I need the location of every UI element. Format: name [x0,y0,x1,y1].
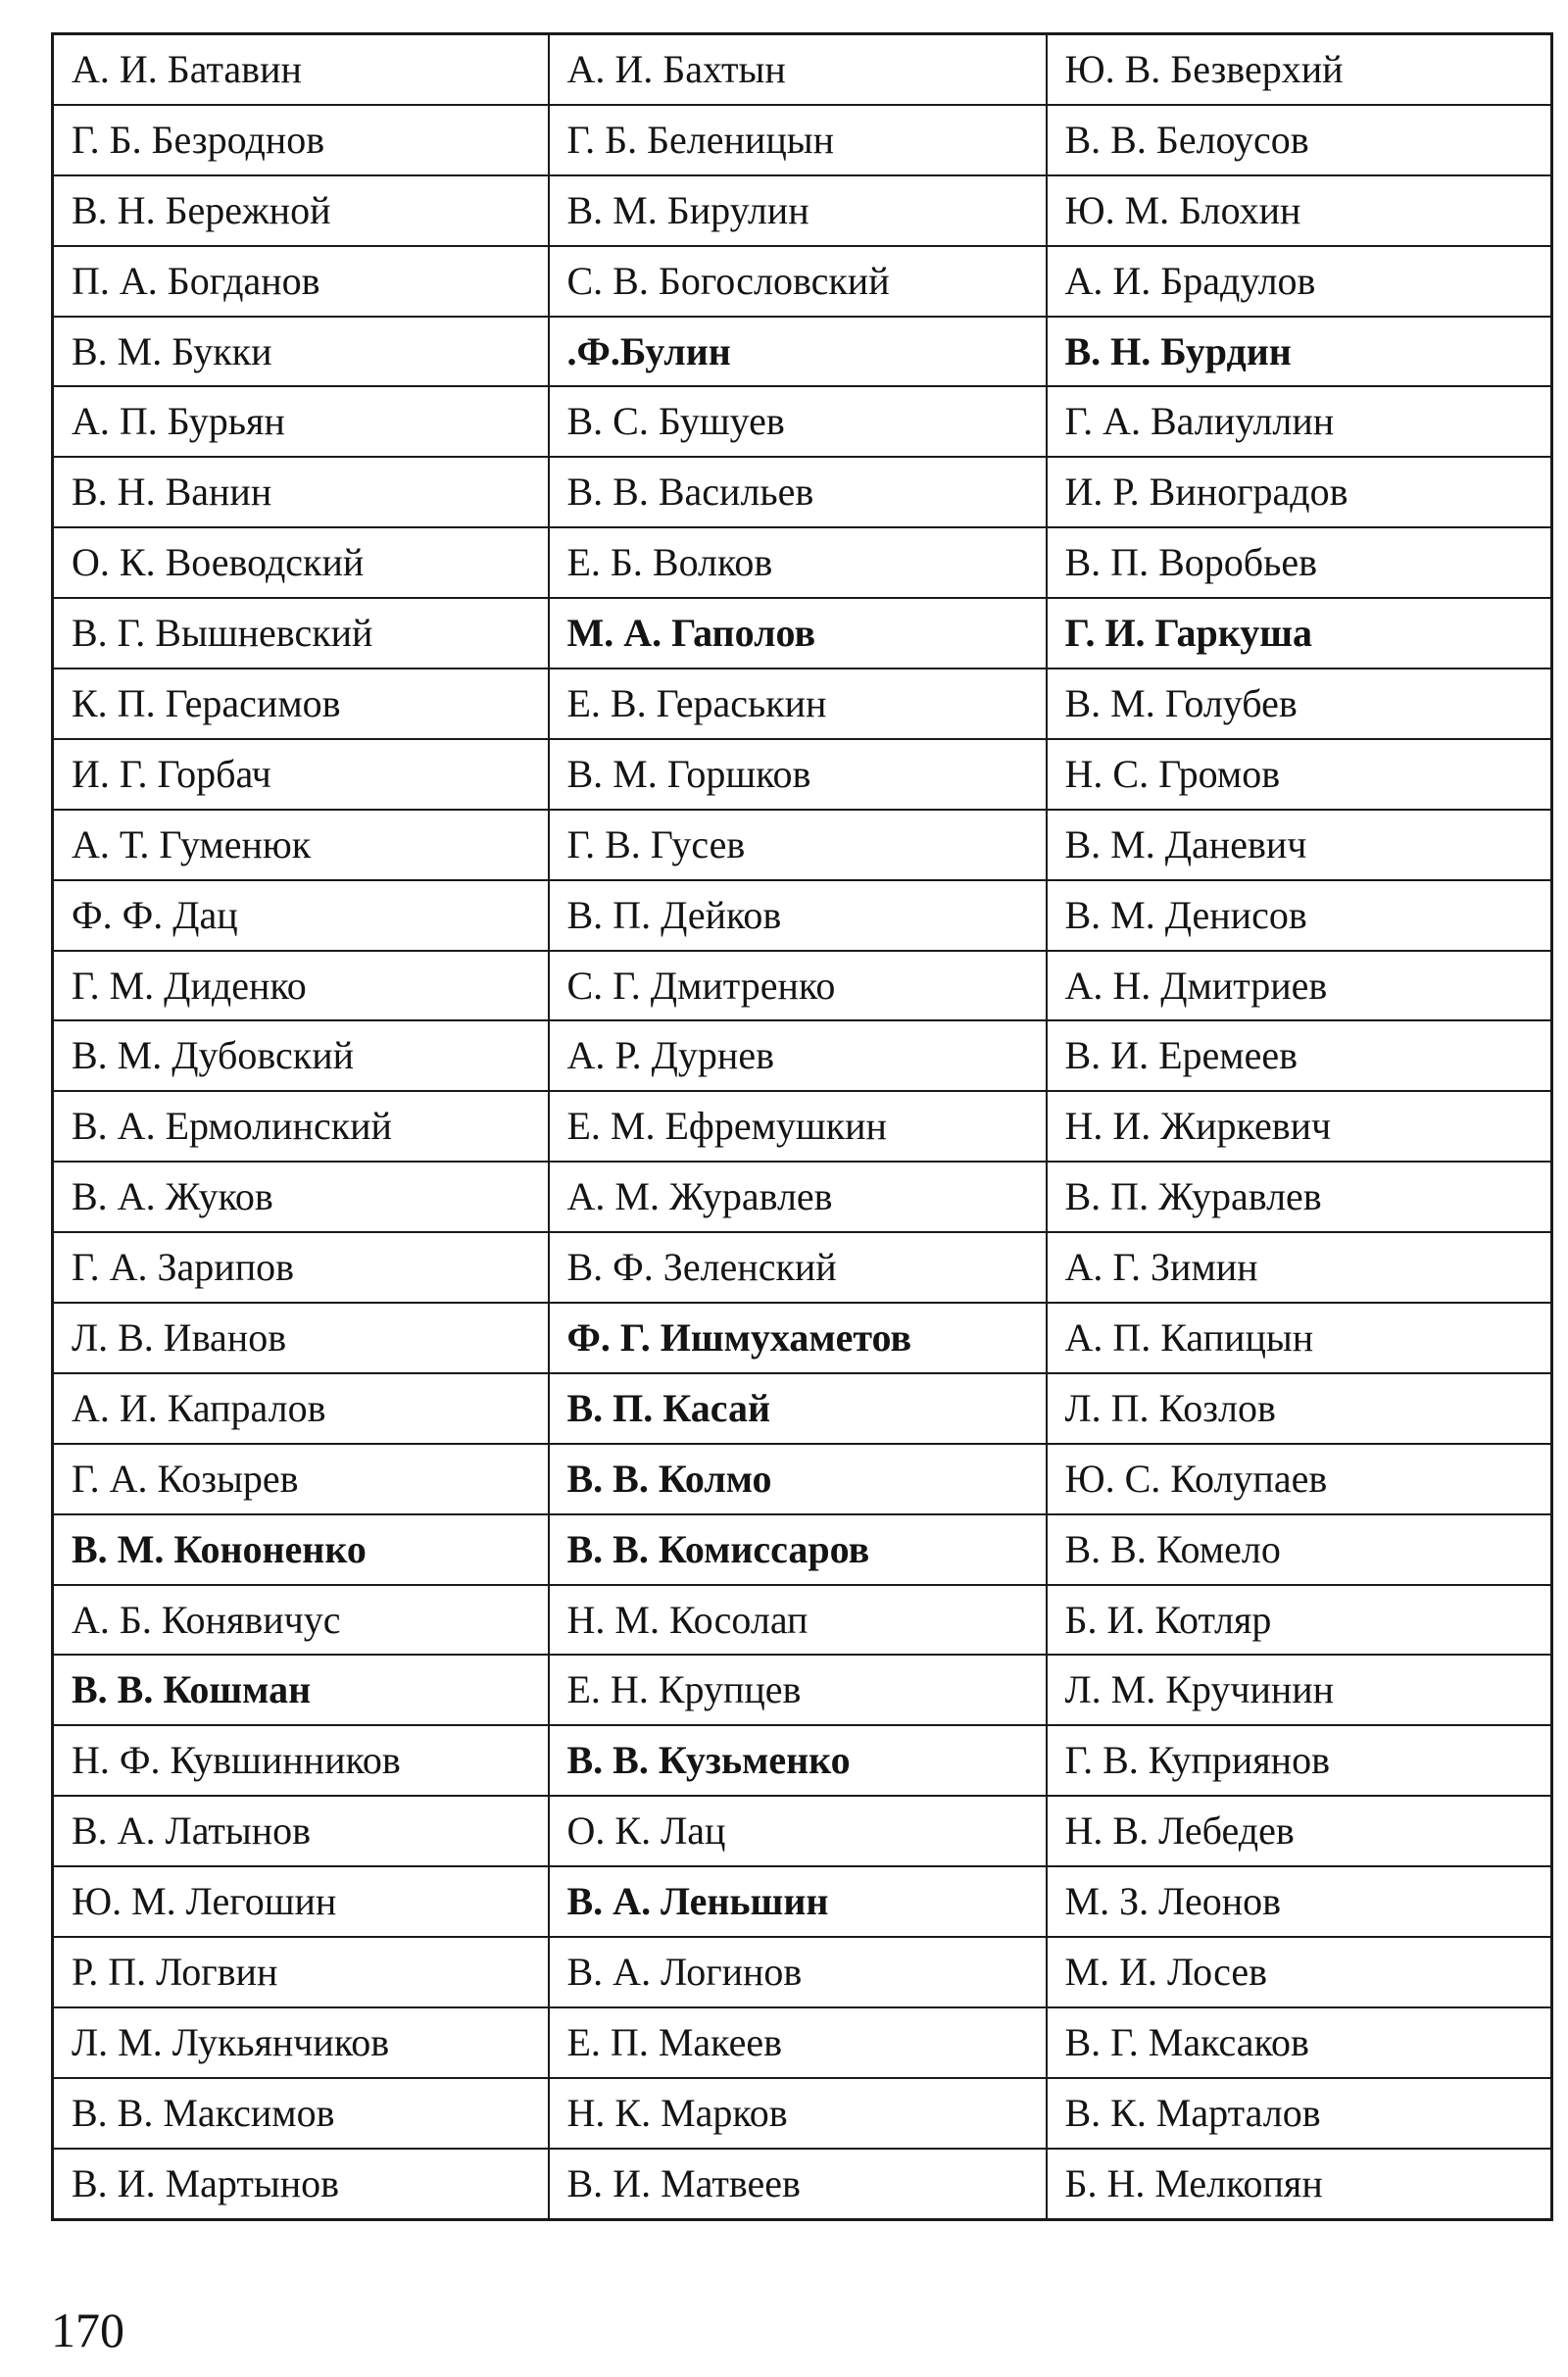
table-cell-name: А. И. Бахтын [549,34,1047,105]
table-row [53,34,1552,105]
table-row [53,386,1552,457]
table-cell-name: А. И. Батавин [53,34,549,105]
table-cell-name: Г. В. Куприянов [1047,1725,1552,1796]
table-row [53,1444,1552,1514]
table-row [53,880,1552,951]
table-cell-name: В. В. Комиссаров [549,1514,1047,1585]
table-row [53,1585,1552,1656]
table-row [53,175,1552,246]
table-row [53,1020,1552,1091]
table-row [53,457,1552,527]
table-row [53,1091,1552,1162]
table-cell-name: С. В. Богословский [549,246,1047,317]
table-cell-name: В. Н. Бережной [53,175,549,246]
table-cell-name: Л. М. Лукьянчиков [53,2007,549,2078]
table-cell-name: М. З. Леонов [1047,1866,1552,1937]
table-cell-name: С. Г. Дмитренко [549,951,1047,1021]
table-cell-name: А. И. Капралов [53,1373,549,1444]
table-cell-name: Н. К. Марков [549,2078,1047,2149]
table-cell-name: А. П. Бурьян [53,386,549,457]
table-cell-name: В. В. Васильев [549,457,1047,527]
table-cell-name: Г. Б. Беленицын [549,105,1047,175]
table-row [53,1866,1552,1937]
table-row [53,1514,1552,1585]
table-cell-name: Ю. М. Блохин [1047,175,1552,246]
table-cell-name: Г. А. Зарипов [53,1232,549,1303]
table-cell-name: Ф. Ф. Дац [53,880,549,951]
table-row [53,739,1552,810]
table-cell-name: Ф. Г. Ишмухаметов [549,1303,1047,1373]
table-row [53,1655,1552,1725]
table-cell-name: В. М. Даневич [1047,810,1552,880]
table-cell-name: В. В. Кошман [53,1655,549,1725]
table-cell-name: В. В. Кузьменко [549,1725,1047,1796]
table-cell-name: Н. С. Громов [1047,739,1552,810]
table-cell-name: В. А. Ермолинский [53,1091,549,1162]
table-row [53,2078,1552,2149]
table-cell-name: В. П. Касай [549,1373,1047,1444]
table-row [53,1232,1552,1303]
table-cell-name: Н. М. Косолап [549,1585,1047,1656]
table-cell-name: В. М. Бирулин [549,175,1047,246]
table-row [53,951,1552,1021]
table-cell-name: П. А. Богданов [53,246,549,317]
table-cell-name: А. Б. Конявичус [53,1585,549,1656]
table-cell-name: Н. В. Лебедев [1047,1796,1552,1866]
table-cell-name: А. Г. Зимин [1047,1232,1552,1303]
table-cell-name: Г. А. Валиуллин [1047,386,1552,457]
table-cell-name: А. Т. Гуменюк [53,810,549,880]
table-cell-name: Ю. С. Колупаев [1047,1444,1552,1514]
table-cell-name: Н. И. Жиркевич [1047,1091,1552,1162]
table-cell-name: В. А. Латынов [53,1796,549,1866]
table-cell-name: Е. Н. Крупцев [549,1655,1047,1725]
table-cell-name: Г. А. Козырев [53,1444,549,1514]
table-cell-name: М. А. Гаполов [549,598,1047,669]
table-cell-name: В. В. Колмо [549,1444,1047,1514]
table-cell-name: Г. В. Гусев [549,810,1047,880]
table-cell-name: В. В. Белоусов [1047,105,1552,175]
table-cell-name: Б. Н. Мелкопян [1047,2149,1552,2219]
table-cell-name: .Ф.Булин [549,317,1047,387]
table-row [53,2149,1552,2219]
table-cell-name: Б. И. Котляр [1047,1585,1552,1656]
table-cell-name: А. Н. Дмитриев [1047,951,1552,1021]
table-cell-name: В. В. Максимов [53,2078,549,2149]
table-cell-name: Е. Б. Волков [549,527,1047,598]
table-cell-name: И. Р. Виноградов [1047,457,1552,527]
table-row [53,1303,1552,1373]
table-cell-name: А. Р. Дурнев [549,1020,1047,1091]
table-cell-name: К. П. Герасимов [53,669,549,739]
table-cell-name: В. М. Голубев [1047,669,1552,739]
table-row [53,1373,1552,1444]
table-cell-name: В. М. Денисов [1047,880,1552,951]
table-cell-name: Е. В. Гераськин [549,669,1047,739]
table-row [53,1725,1552,1796]
table-cell-name: В. К. Марталов [1047,2078,1552,2149]
page-number: 170 [51,2303,124,2357]
table-row [53,2007,1552,2078]
table-cell-name: В. М. Дубовский [53,1020,549,1091]
table-cell-name: В. Г. Максаков [1047,2007,1552,2078]
table-cell-name: В. Н. Бурдин [1047,317,1552,387]
table-cell-name: Л. В. Иванов [53,1303,549,1373]
table-cell-name: А. М. Журавлев [549,1162,1047,1232]
table-cell-name: А. П. Капицын [1047,1303,1552,1373]
table-cell-name: В. А. Жуков [53,1162,549,1232]
table-row [53,1937,1552,2007]
table-cell-name: Г. Б. Безроднов [53,105,549,175]
table-cell-name: В. И. Мартынов [53,2149,549,2219]
table-cell-name: Ю. В. Безверхий [1047,34,1552,105]
table-cell-name: В. И. Еремеев [1047,1020,1552,1091]
table-cell-name: Ю. М. Легошин [53,1866,549,1937]
table-row [53,1796,1552,1866]
table-cell-name: В. Н. Ванин [53,457,549,527]
table-cell-name: В. П. Дейков [549,880,1047,951]
table-cell-name: Г. И. Гаркуша [1047,598,1552,669]
table-row [53,317,1552,387]
table-cell-name: В. А. Леньшин [549,1866,1047,1937]
table-cell-name: Е. П. Макеев [549,2007,1047,2078]
table-cell-name: В. И. Матвеев [549,2149,1047,2219]
names-table-body [53,34,1552,2220]
table-row [53,598,1552,669]
table-cell-name: Л. М. Кручинин [1047,1655,1552,1725]
table-cell-name: В. А. Логинов [549,1937,1047,2007]
table-cell-name: В. П. Воробьев [1047,527,1552,598]
table-cell-name: В. Ф. Зеленский [549,1232,1047,1303]
table-row [53,810,1552,880]
table-cell-name: Г. М. Диденко [53,951,549,1021]
table-row [53,669,1552,739]
table-cell-name: А. И. Брадулов [1047,246,1552,317]
table-cell-name: В. Г. Вышневский [53,598,549,669]
table-row [53,246,1552,317]
table-cell-name: В. В. Комело [1047,1514,1552,1585]
table-cell-name: В. М. Букки [53,317,549,387]
table-row [53,527,1552,598]
table-cell-name: М. И. Лосев [1047,1937,1552,2007]
table-cell-name: В. М. Кононенко [53,1514,549,1585]
table-cell-name: Н. Ф. Кувшинников [53,1725,549,1796]
table-row [53,1162,1552,1232]
table-cell-name: Е. М. Ефремушкин [549,1091,1047,1162]
table-cell-name: И. Г. Горбач [53,739,549,810]
names-table [51,32,1553,2221]
table-cell-name: В. С. Бушуев [549,386,1047,457]
table-cell-name: В. М. Горшков [549,739,1047,810]
table-cell-name: Р. П. Логвин [53,1937,549,2007]
table-cell-name: О. К. Воеводский [53,527,549,598]
table-cell-name: О. К. Лац [549,1796,1047,1866]
table-row [53,105,1552,175]
table-cell-name: Л. П. Козлов [1047,1373,1552,1444]
table-cell-name: В. П. Журавлев [1047,1162,1552,1232]
